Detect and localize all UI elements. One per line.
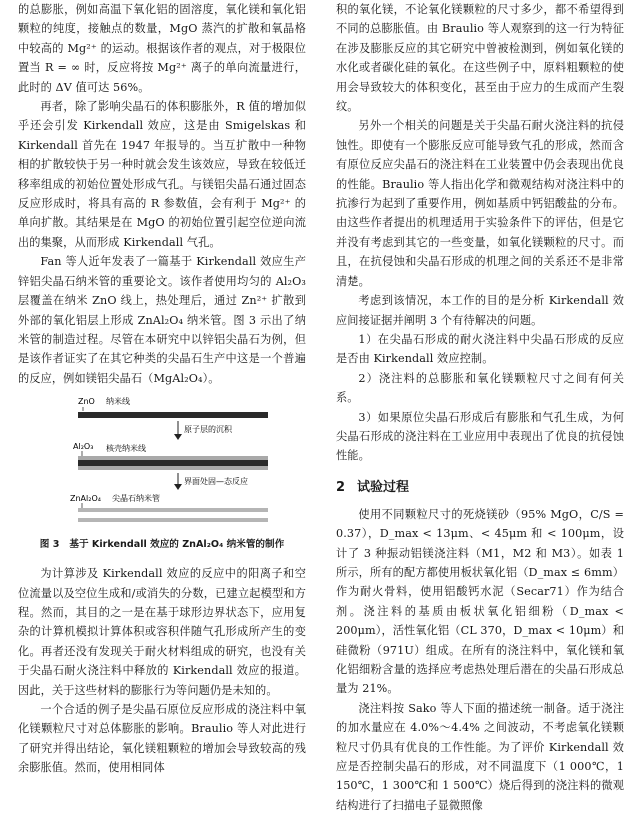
label-zno: ZnO xyxy=(78,397,95,407)
paragraph: 的总膨胀，例如高温下氧化铝的固溶度，氧化镁和氧化铝颗粒的纯度，接触点的数量，MgO 蒸汽的扩散和氧晶格中较高的 Mg²⁺ 的运动。根据该作者的观点，对于极限位置当 R = ∞ 时，反应将按 Mg²⁺ 离子的单向流量进行，此时的 ΔV 值可达 56%。 xyxy=(18,3,306,94)
list-item: 1）在尖晶石形成的耐火浇注料中尖晶石形成的反应是否由 Kirkendall 效应控制。 xyxy=(336,332,624,366)
paragraph: 使用不同颗粒尺寸的死烧镁砂（95% MgO，C/S = 0.37），D_max < 13μm、< 45μm 和 < 100μm，设计了 3 种振动铝镁浇注料（M1，M2 和 M3）。如表 1 所示，所有的配方都使用板状氧化铝（D_max ≤ 6mm）作为耐火骨料，使用铝酸钙水泥（Secar71）作为结合剂。浇注料的基质由板状氧化铝细粉（D_max < 200μm），活性氧化铝（CL 370，D_max < 10μm）和硅微粉（971U）组成。在所有的浇注料中，氧化镁和氧化铝细粉含量的选择应考虑热处理后潜在的尖晶石形成总量为 21%。 xyxy=(336,507,624,696)
figure-caption xyxy=(18,536,306,550)
figure-3 xyxy=(18,394,306,532)
paragraph: 再者，除了影响尖晶石的体积膨胀外，R 值的增加似乎还会引发 Kirkendall 效应，这是由 Smigelskas 和 Kirkendall 首先在 1947 年报导的。当互扩散中一种物相的扩散较快于另一种时就会发生该效应，导致在较低迁移率组成的初始位置处形成气孔。与镁铝尖晶石通过固态反应形成时，将具有高的 R 参数值，会有利于 Mg²⁺ 的单向扩散。其结果是在 MgO 的初始位置引起空位逆向流出的集聚，从而形成 Kirkendall 气孔。 xyxy=(18,100,306,249)
section-heading xyxy=(336,476,624,495)
label-step-1: 原子层的沉积 xyxy=(184,425,232,435)
paragraph: Fan 等人近年发表了一篇基于 Kirkendall 效应生产锌铝尖晶石纳米管的重要论文。该作者使用均匀的 Al₂O₃ 层覆盖在纳米 ZnO 线上，热处理后，通过 Zn²⁺ 扩散到外部的氧化铝层上形成 ZnAl₂O₄ 纳米管。图 3 示出了纳米管的制造过程。尽管在本研究中以锌铝尖晶石为例，但是该作者证实了在其它种类的尖晶石生产中这是一个普遍的反应，例如镁铝尖晶石（MgAl₂O₄）。 xyxy=(18,255,306,385)
right-column xyxy=(336,0,624,815)
nanowire-bar xyxy=(78,412,268,418)
label-nanotube: 尖晶石纳米管 xyxy=(112,494,160,504)
nanotube-hollow xyxy=(78,512,268,518)
section-title: 试验过程 xyxy=(357,479,410,495)
caption-label: 图 3 xyxy=(39,539,60,551)
list-item: 2）浇注料的总膨胀和氧化镁颗粒尺寸之间有何关系。 xyxy=(336,371,624,405)
nanotube-process-diagram xyxy=(18,394,306,532)
list-item: 3）如果原位尖晶石形成后有膨胀和气孔生成，为何尖晶石形成的浇注料在工业应用中表现出了优良的抗侵蚀性能。 xyxy=(336,410,624,463)
coreshell-core xyxy=(78,460,268,466)
paragraph: 考虑到该情况，本工作的目的是分析 Kirkendall 效应间接证据并阐明 3 个有待解决的问题。 xyxy=(336,294,624,327)
left-column xyxy=(18,0,306,778)
paragraph: 为计算涉及 Kirkendall 效应的反应中的阳离子和空位流量以及空位生成和/或消失的分数，已建立起模型和方程。然而，其目的之一是在基于球形边界状态下，应用复杂的计算机模拟计算体积或容积伴随气孔形成所产生的变化。再者还没有发现关于耐火材料组成的研究，也没有关于尖晶石耐火浇注料中释放的 Kirkendall 效应的报道。因此，关于这些材料的膨胀行为等问题仍是未知的。 xyxy=(18,567,306,697)
label-nanowire: 纳米线 xyxy=(106,397,130,407)
label-coreshell: 核壳纳米线 xyxy=(106,444,146,454)
paragraph: 另外一个相关的问题是关于尖晶石耐火浇注料的抗侵蚀性。即使有一个膨胀反应可能导致气孔的形成，然而含有原位反应尖晶石的浇注料在工业装置中仍会表现出优良的性能。Braulio 等人指出化学和微观结构对浇注料中的抗渗行为起到了重要作用，例如基质中钙铝酸盐的分布。由这些作者提出的机理适用于实验条件下的评估，但是它并没有考虑到其它的一些变量，如氧化镁颗粒的尺寸。而且，在抗侵蚀和尖晶石形成的机理之间的关系还不是非常清楚。 xyxy=(336,119,624,288)
paragraph: 浇注料按 Sako 等人下面的描述统一制备。适于浇注的加水量应在 4.0%～4.4% 之间波动，不考虑氧化镁颗粒尺寸仍具有优良的工作性能。为了评价 Kirkendall 效应是否控制尖晶石的形成，对不同温度下（1 000℃，1 150℃，1 300℃和 1 500℃）烧后得到的浇注料的微观结构进行了扫描电子显微照像 xyxy=(336,701,624,812)
paragraph: 一个合适的例子是尖晶石原位反应形成的浇注料中氧化镁颗粒尺寸对总体膨胀的影响。Braulio 等人对此进行了研究并得出结论，氧化镁粗颗粒的增加会导致较高的残余膨胀值。然而，使用相同体 xyxy=(18,702,306,775)
label-al2o3: Al₂O₃ xyxy=(73,442,94,452)
label-znal2o4: ZnAl₂O₄ xyxy=(70,494,101,504)
label-step-2: 界面处固—态反应 xyxy=(184,477,248,487)
section-number: 2 xyxy=(336,479,346,495)
caption-text: 基于 Kirkendall 效应的 ZnAl₂O₄ 纳米管的制作 xyxy=(69,539,285,551)
paragraph: 积的氧化镁，不论氧化镁颗粒的尺寸多少，都不希望得到不同的总膨胀值。由 Braulio 等人观察到的这一行为特征在涉及膨胀反应的其它研究中曾被检测到，例如氧化镁的水化或者碳化硅的氧化。在这些例子中，原料粗颗粒的使用会导致较大的体积变化，甚至由于应力的生成而产生裂纹。 xyxy=(336,3,624,114)
